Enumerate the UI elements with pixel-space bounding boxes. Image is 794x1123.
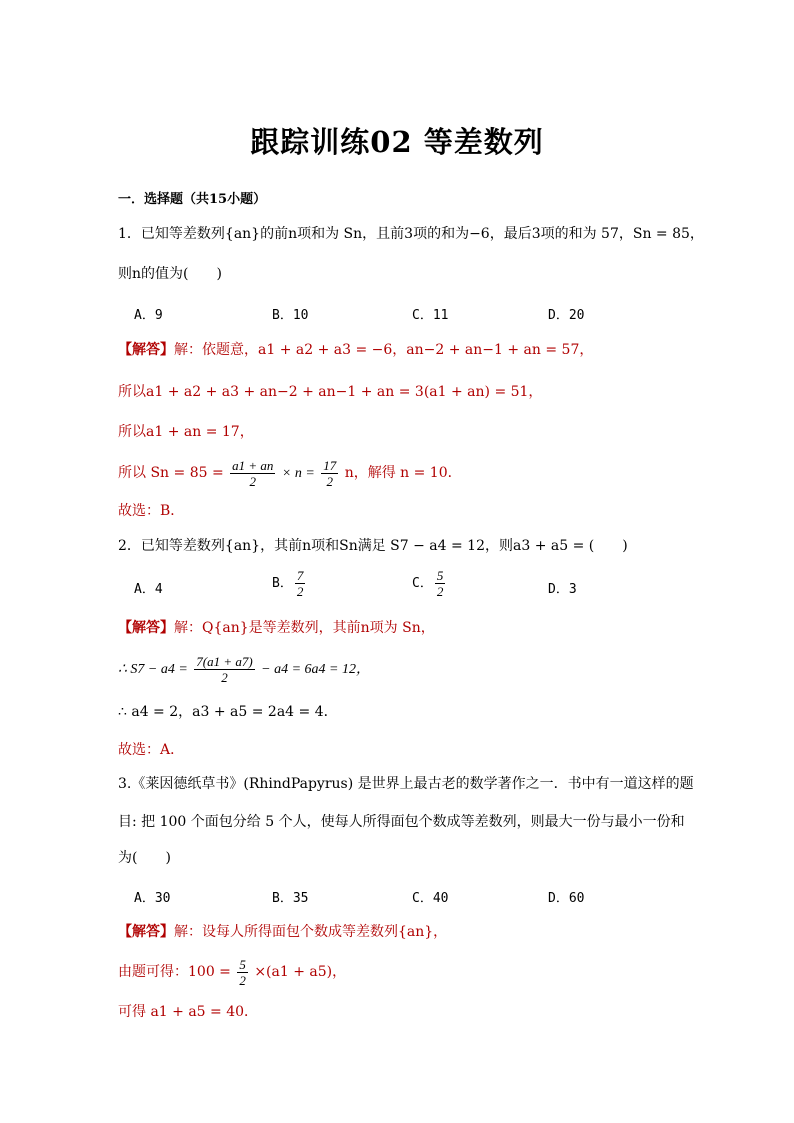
q1-tail-text: n，解得 n = 10． xyxy=(344,465,462,481)
q3-sol2-pre: 由题可得：100 = xyxy=(118,964,231,980)
q1-solution-line1 xyxy=(118,340,593,360)
q1-sol-text1: 解：依题意，a1 + a2 + a3 = −6，an−2 + an−1 + an = 57， xyxy=(174,342,594,358)
q2-option-b xyxy=(272,568,307,599)
q1-option-c: C．11 xyxy=(412,308,449,323)
q2-optb-fraction xyxy=(295,568,306,599)
q3-solution-line1 xyxy=(118,922,447,942)
q1-solution-line3: 所以a1 + an = 17， xyxy=(118,424,254,440)
q2-solution-line1 xyxy=(118,618,435,638)
q3-option-a: A．30 xyxy=(134,891,171,906)
solution-tag: 【解答】 xyxy=(118,342,174,358)
q2-solution-answer: 故选：A． xyxy=(118,742,185,758)
q3-solution-line3: 可得 a1 + a5 = 40． xyxy=(118,1004,259,1020)
frac-denominator: 2 xyxy=(249,473,257,489)
q1-solution-line2: 所以a1 + a2 + a3 + an−2 + an−1 + an = 3(a1 + an) = 51， xyxy=(118,384,543,400)
frac-denominator: 2 xyxy=(436,584,444,599)
frac-numerator: 17 xyxy=(323,457,337,473)
q2-sol2-post: − a4 = 6a4 = 12， xyxy=(261,662,370,677)
q2-stem: 2．已知等差数列{an}，其前n项和Sn满足 S7 − a4 = 12，则a3 + a5 = ( ) xyxy=(118,538,628,554)
q2-sol-text1: 解：Q{an}是等差数列，其前n项为 Sn， xyxy=(174,620,435,636)
q2-option-c xyxy=(412,568,447,599)
q2-fraction xyxy=(194,654,254,685)
frac-denominator: 2 xyxy=(326,473,333,489)
q2-solution-line2 xyxy=(118,652,370,687)
q1-solution-line4 xyxy=(118,456,462,491)
q1-option-a: A．9 xyxy=(134,308,163,323)
q1-sol-text4: 所以 Sn = 85 = xyxy=(118,465,224,481)
q2-solution-line3: ∴ a4 = 2，a3 + a5 = 2a4 = 4． xyxy=(118,704,338,720)
q3-sol-text1: 解：设每人所得面包个数成等差数列{an}， xyxy=(174,924,448,940)
q1-option-b: B．10 xyxy=(272,308,309,323)
q1-fraction-2 xyxy=(321,458,338,489)
solution-tag: 【解答】 xyxy=(118,924,174,940)
frac-numerator: a1 + an xyxy=(232,457,274,473)
q3-fraction xyxy=(237,957,248,988)
q3-solution-line2 xyxy=(118,955,346,989)
frac-numerator: 5 xyxy=(436,568,444,583)
frac-denominator: 2 xyxy=(239,972,246,988)
q3-option-b: B．35 xyxy=(272,891,309,906)
option-label: B． xyxy=(272,576,293,591)
q1-solution-answer: 故选：B． xyxy=(118,503,185,519)
frac-numerator: 7(a1 + a7) xyxy=(196,653,253,669)
page-title: 跟踪训练02 等差数列 xyxy=(250,125,544,159)
q1-option-d: D．20 xyxy=(548,308,585,323)
q1-fraction-1 xyxy=(230,458,275,489)
q3-stem-line3: 为( ) xyxy=(118,850,171,866)
q3-option-d: D．60 xyxy=(548,891,585,906)
solution-tag: 【解答】 xyxy=(118,620,174,636)
q3-sol2-post: ×(a1 + a5)， xyxy=(254,964,347,980)
q1-stem-line1: 1．已知等差数列{an}的前n项和为 Sn，且前3项的和为−6，最后3项的和为 57，Sn = 85， xyxy=(118,226,704,242)
q3-stem-line2: 目: 把 100 个面包分给 5 个人，使每人所得面包个数成等差数列，则最大一份与最小一份和 xyxy=(118,814,685,830)
q1-mid-text: × n = xyxy=(281,466,315,481)
q2-option-d: D．3 xyxy=(548,582,577,597)
frac-numerator: 5 xyxy=(239,956,246,972)
q2-optc-fraction xyxy=(435,568,446,599)
q2-sol2-pre: ∴ S7 − a4 = xyxy=(118,662,188,677)
frac-denominator: 2 xyxy=(221,669,228,685)
q3-option-c: C．40 xyxy=(412,891,449,906)
frac-numerator: 7 xyxy=(296,568,304,583)
option-label: C． xyxy=(412,576,433,591)
section-heading: 一．选择题（共15小题） xyxy=(118,192,267,207)
q2-option-a: A．4 xyxy=(134,582,163,597)
frac-denominator: 2 xyxy=(296,584,304,599)
q3-stem-line1: 3.《莱因德纸草书》(RhindPapyrus) 是世界上最古老的数学著作之一．书中有一道这样的题 xyxy=(118,776,694,792)
q1-stem-line2: 则n的值为( ) xyxy=(118,266,222,282)
